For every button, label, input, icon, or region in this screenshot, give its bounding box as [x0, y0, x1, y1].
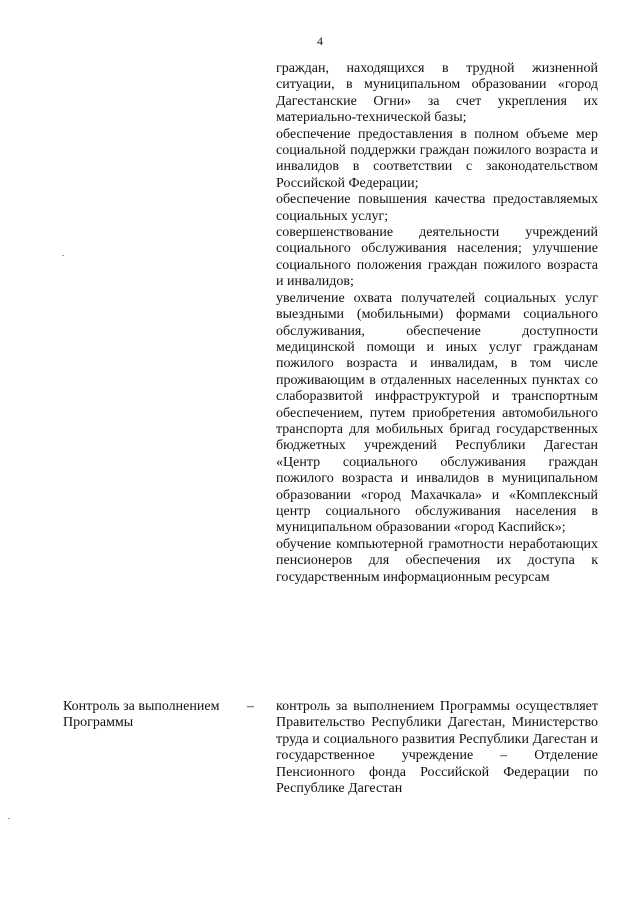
- control-section-text: контроль за выполнением Программы осуществляет Правительство Республики Дагестан, Министерство труда и социального развития Республики Дагестан и государственное учреждение – Отделение Пенсионного фонда Российской Федерации по Республике Дагестан: [276, 699, 598, 797]
- goal-paragraph: обеспечение предоставления в полном объеме мер социальной поддержки граждан пожилого возраста и инвалидов в соответствии с законодательством Российской Федерации;: [276, 126, 598, 191]
- goal-paragraph: граждан, находящихся в трудной жизненной ситуации, в муниципальном образовании «город Дагестанские Огни» за счет укрепления их материально-технической базы;: [276, 61, 598, 126]
- goal-paragraph: увеличение охвата получателей социальных услуг выездными (мобильными) формами социального обслуживания, обеспечение доступности медицинской помощи и иных услуг гражданам пожилого возраста и инвалидам, в том числе проживающим в отдаленных населенных пунктах со слаборазвитой инфраструктурой и транспортным обеспечением, путем приобретения автомобильного транспорта для мобильных бригад государственных бюджетных учреждений Республики Дагестан «Центр социального обслуживания граждан пожилого возраста и инвалидов в муниципальном образовании «город Махачкала» и «Комплексный центр социального обслуживания населения в муниципальном образовании «город Каспийск»;: [276, 290, 598, 536]
- goal-paragraph: совершенствование деятельности учреждений социального обслуживания населения; улучшение социального положения граждан пожилого возраста и инвалидов;: [276, 225, 598, 290]
- label-dash: –: [247, 699, 254, 714]
- control-section-text-cell: [276, 699, 598, 797]
- control-section-label-cell: [63, 699, 263, 732]
- goal-paragraph: обучение компьютерной грамотности неработающих пенсионеров для обеспечения их доступа к государственным информационным ресурсам: [276, 536, 598, 585]
- page-number: 4: [317, 34, 323, 48]
- program-goals-continued: [276, 61, 598, 586]
- scan-speck: [8, 818, 10, 819]
- scan-speck: [62, 255, 64, 256]
- control-section-label: Контроль за выполнением Программы: [63, 699, 220, 731]
- goal-paragraph: обеспечение повышения качества предоставляемых социальных услуг;: [276, 192, 598, 224]
